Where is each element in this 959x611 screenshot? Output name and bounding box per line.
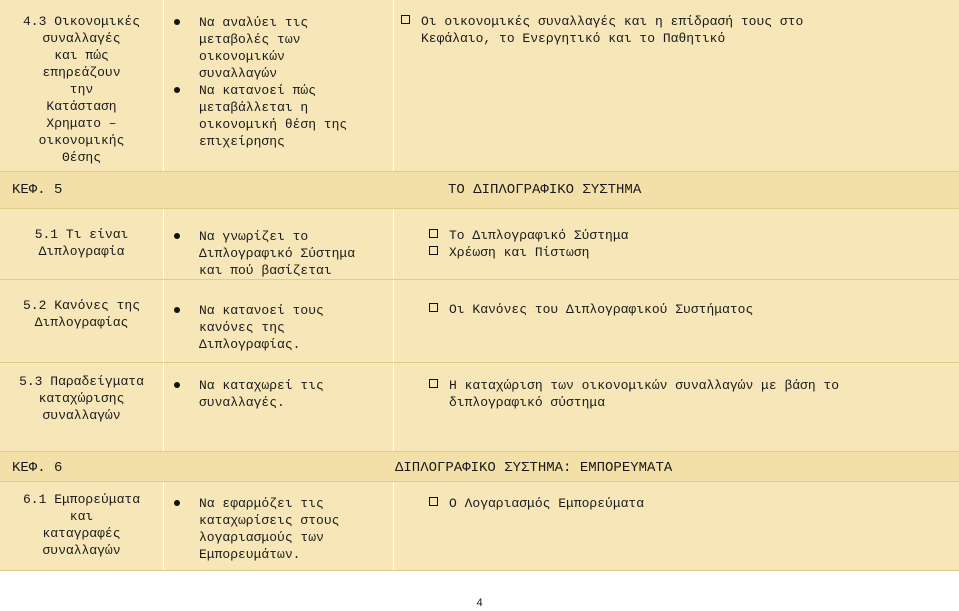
content-item: Ο Λογαριασμός Εμπορεύματα: [393, 495, 959, 512]
table-row: [0, 209, 959, 280]
content-item: Χρέωση και Πίστωση: [393, 244, 959, 261]
objective-item: Να καταχωρεί τις συναλλαγές.: [163, 377, 393, 411]
checkbox-icon: [429, 303, 438, 312]
chapter-label: ΚΕΦ. 5: [12, 182, 63, 198]
checkbox-icon: [429, 379, 438, 388]
content-cell: [393, 280, 959, 362]
content-cell: [393, 0, 959, 171]
objectives-cell: [163, 209, 393, 279]
topic-cell: [0, 209, 163, 279]
objective-item: Να εφαρμόζει τις καταχωρίσεις στους λογαριασμούς των Εμπορευμάτων.: [163, 495, 393, 563]
page-number: 4: [476, 598, 483, 610]
content-cell: [393, 482, 959, 570]
table-row: [0, 482, 959, 571]
objectives-cell: [163, 363, 393, 451]
chapter-header: [0, 452, 959, 482]
chapter-title: ΔΙΠΛΟΓΡΑΦΙΚΟ ΣΥΣΤΗΜΑ: ΕΜΠΟΡΕΥΜΑΤΑ: [395, 460, 673, 476]
content-cell: [393, 363, 959, 451]
topic-cell: [0, 0, 163, 171]
content-cell: [393, 209, 959, 279]
content-item: Οι οικονομικές συναλλαγές και η επίδρασή τους στο Κεφάλαιο, το Ενεργητικό και το Παθητικό: [393, 13, 959, 47]
chapter-header: [0, 172, 959, 209]
topic-text: 5.3 Παραδείγματα καταχώρισης συναλλαγών: [19, 374, 144, 423]
topic-cell: [0, 482, 163, 570]
content-item: Το Διπλογραφικό Σύστημα: [393, 227, 959, 244]
objective-item: Να γνωρίζει το Διπλογραφικό Σύστημα και πού βασίζεται: [163, 228, 393, 279]
chapter-label: ΚΕΦ. 6: [12, 460, 63, 476]
table-row: [0, 280, 959, 363]
topic-text: 5.2 Κανόνες της Διπλογραφίας: [22, 298, 141, 330]
objective-item: Να κατανοεί τους κανόνες της Διπλογραφίας.: [163, 302, 393, 353]
table-row: [0, 363, 959, 452]
checkbox-icon: [429, 229, 438, 238]
objective-item: Να αναλύει τις μεταβολές των οικονομικών συναλλαγών: [163, 14, 393, 82]
checkbox-icon: [429, 246, 438, 255]
topic-text: 5.1 Τι είναι Διπλογραφία: [34, 227, 129, 259]
chapter-title: ΤΟ ΔΙΠΛΟΓΡΑΦΙΚΟ ΣΥΣΤΗΜΑ: [448, 182, 642, 198]
topic-cell: [0, 363, 163, 451]
topic-cell: [0, 280, 163, 362]
objectives-cell: [163, 0, 393, 171]
table-row: [0, 0, 959, 172]
checkbox-icon: [401, 15, 410, 24]
content-item: Η καταχώριση των οικονομικών συναλλαγών με βάση το διπλογραφικό σύστημα: [393, 377, 959, 411]
content-item: Οι Κανόνες του Διπλογραφικού Συστήματος: [393, 301, 959, 318]
checkbox-icon: [429, 497, 438, 506]
topic-text: 6.1 Εμπορεύματα και καταγραφές συναλλαγών: [22, 492, 141, 558]
objectives-cell: [163, 280, 393, 362]
objectives-cell: [163, 482, 393, 570]
objective-item: Να κατανοεί πώς μεταβάλλεται η οικονομική θέση της επιχείρησης: [163, 82, 393, 150]
topic-text: 4.3 Οικονομικές συναλλαγές και πώς επηρεάζουν την Κατάσταση Χρηματο – οικονομικής Θέσης: [22, 14, 141, 165]
